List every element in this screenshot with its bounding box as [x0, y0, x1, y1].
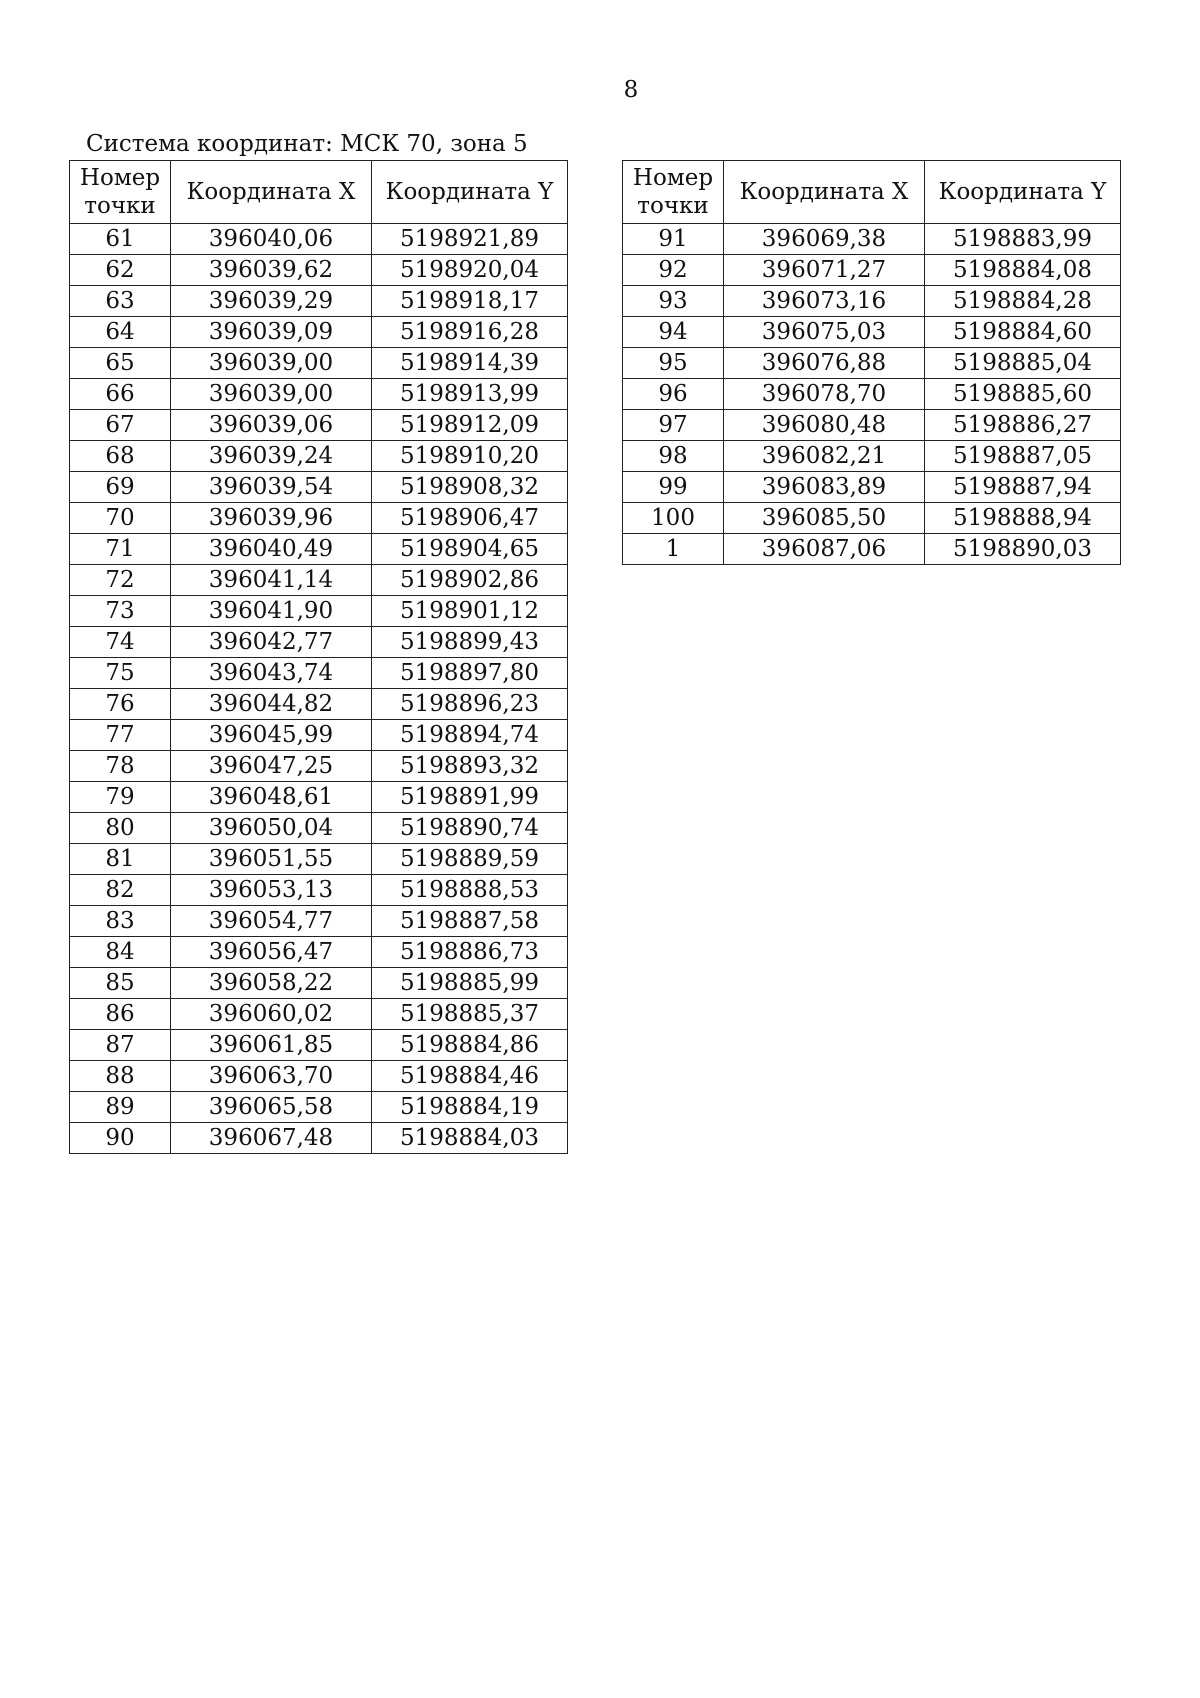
header-point-number: Номер точки: [623, 161, 724, 224]
table-row: [70, 1061, 568, 1092]
header-point-number: Номер точки: [70, 161, 171, 224]
cell-coord-x: 396073,16: [724, 286, 925, 317]
cell-coord-x: 396039,00: [171, 348, 372, 379]
cell-coord-y: 5198894,74: [372, 720, 568, 751]
table-row: [70, 751, 568, 782]
cell-point-number: 85: [70, 968, 171, 999]
table-row: [70, 813, 568, 844]
table-row: [70, 658, 568, 689]
table-row: [623, 224, 1121, 255]
table-row: [70, 937, 568, 968]
header-row: [623, 161, 1121, 224]
table-row: [623, 286, 1121, 317]
cell-coord-x: 396054,77: [171, 906, 372, 937]
cell-point-number: 76: [70, 689, 171, 720]
cell-coord-y: 5198906,47: [372, 503, 568, 534]
table-row: [623, 472, 1121, 503]
cell-point-number: 82: [70, 875, 171, 906]
table-header: [623, 161, 1121, 224]
cell-coord-x: 396083,89: [724, 472, 925, 503]
cell-coord-x: 396056,47: [171, 937, 372, 968]
cell-point-number: 70: [70, 503, 171, 534]
cell-coord-y: 5198884,46: [372, 1061, 568, 1092]
table-row: [70, 782, 568, 813]
cell-coord-y: 5198890,03: [925, 534, 1121, 565]
table-row: [623, 503, 1121, 534]
cell-coord-y: 5198897,80: [372, 658, 568, 689]
cell-coord-x: 396065,58: [171, 1092, 372, 1123]
table-row: [70, 503, 568, 534]
table-row: [70, 689, 568, 720]
cell-point-number: 94: [623, 317, 724, 348]
cell-coord-x: 396041,90: [171, 596, 372, 627]
cell-point-number: 83: [70, 906, 171, 937]
cell-coord-x: 396044,82: [171, 689, 372, 720]
table-row: [70, 1123, 568, 1154]
cell-coord-x: 396039,54: [171, 472, 372, 503]
table-row: [70, 875, 568, 906]
table-row: [70, 224, 568, 255]
cell-point-number: 91: [623, 224, 724, 255]
cell-point-number: 84: [70, 937, 171, 968]
table-row: [70, 844, 568, 875]
cell-coord-y: 5198920,04: [372, 255, 568, 286]
cell-coord-y: 5198884,19: [372, 1092, 568, 1123]
table-row: [623, 348, 1121, 379]
coordinate-system-caption: Система координат: МСК 70, зона 5: [86, 131, 528, 157]
cell-point-number: 96: [623, 379, 724, 410]
cell-coord-y: 5198912,09: [372, 410, 568, 441]
cell-coord-x: 396045,99: [171, 720, 372, 751]
cell-coord-x: 396069,38: [724, 224, 925, 255]
cell-point-number: 74: [70, 627, 171, 658]
table-row: [70, 441, 568, 472]
cell-point-number: 64: [70, 317, 171, 348]
table-row: [70, 286, 568, 317]
cell-point-number: 80: [70, 813, 171, 844]
cell-coord-x: 396042,77: [171, 627, 372, 658]
cell-coord-y: 5198886,73: [372, 937, 568, 968]
coordinates-table-right: [622, 160, 1121, 565]
cell-point-number: 61: [70, 224, 171, 255]
cell-coord-y: 5198887,94: [925, 472, 1121, 503]
table-row: [623, 534, 1121, 565]
cell-coord-x: 396063,70: [171, 1061, 372, 1092]
cell-point-number: 88: [70, 1061, 171, 1092]
table-row: [70, 348, 568, 379]
cell-point-number: 99: [623, 472, 724, 503]
cell-coord-y: 5198884,08: [925, 255, 1121, 286]
table-row: [70, 627, 568, 658]
cell-point-number: 92: [623, 255, 724, 286]
cell-coord-x: 396080,48: [724, 410, 925, 441]
cell-coord-y: 5198916,28: [372, 317, 568, 348]
header-coord-y: Координата Y: [925, 161, 1121, 224]
cell-point-number: 100: [623, 503, 724, 534]
cell-coord-x: 396087,06: [724, 534, 925, 565]
cell-coord-y: 5198902,86: [372, 565, 568, 596]
cell-coord-x: 396051,55: [171, 844, 372, 875]
cell-point-number: 65: [70, 348, 171, 379]
cell-coord-x: 396061,85: [171, 1030, 372, 1061]
cell-coord-y: 5198885,04: [925, 348, 1121, 379]
cell-point-number: 63: [70, 286, 171, 317]
table-body: [623, 224, 1121, 565]
cell-coord-y: 5198883,99: [925, 224, 1121, 255]
cell-coord-x: 396039,24: [171, 441, 372, 472]
table-row: [70, 410, 568, 441]
cell-coord-x: 396053,13: [171, 875, 372, 906]
table-row: [70, 906, 568, 937]
table-row: [70, 1030, 568, 1061]
table-row: [623, 255, 1121, 286]
cell-point-number: 98: [623, 441, 724, 472]
cell-coord-y: 5198921,89: [372, 224, 568, 255]
cell-coord-y: 5198884,28: [925, 286, 1121, 317]
cell-coord-x: 396039,06: [171, 410, 372, 441]
cell-coord-y: 5198885,99: [372, 968, 568, 999]
cell-coord-y: 5198887,05: [925, 441, 1121, 472]
cell-point-number: 68: [70, 441, 171, 472]
header-coord-y: Координата Y: [372, 161, 568, 224]
cell-point-number: 86: [70, 999, 171, 1030]
cell-point-number: 72: [70, 565, 171, 596]
cell-coord-y: 5198908,32: [372, 472, 568, 503]
cell-coord-y: 5198888,94: [925, 503, 1121, 534]
table-row: [70, 720, 568, 751]
cell-point-number: 78: [70, 751, 171, 782]
cell-point-number: 79: [70, 782, 171, 813]
cell-coord-y: 5198899,43: [372, 627, 568, 658]
table-row: [70, 317, 568, 348]
cell-point-number: 93: [623, 286, 724, 317]
cell-point-number: 89: [70, 1092, 171, 1123]
cell-coord-y: 5198887,58: [372, 906, 568, 937]
cell-coord-x: 396076,88: [724, 348, 925, 379]
cell-coord-x: 396039,29: [171, 286, 372, 317]
cell-coord-x: 396085,50: [724, 503, 925, 534]
table-row: [70, 596, 568, 627]
table-row: [70, 565, 568, 596]
page-number: 8: [623, 77, 639, 103]
cell-point-number: 97: [623, 410, 724, 441]
cell-coord-y: 5198914,39: [372, 348, 568, 379]
cell-coord-x: 396067,48: [171, 1123, 372, 1154]
cell-point-number: 69: [70, 472, 171, 503]
cell-coord-y: 5198904,65: [372, 534, 568, 565]
table-row: [623, 410, 1121, 441]
header-row: [70, 161, 568, 224]
cell-coord-x: 396048,61: [171, 782, 372, 813]
cell-coord-y: 5198913,99: [372, 379, 568, 410]
table-row: [70, 379, 568, 410]
cell-coord-y: 5198884,86: [372, 1030, 568, 1061]
cell-coord-x: 396039,96: [171, 503, 372, 534]
cell-point-number: 77: [70, 720, 171, 751]
cell-coord-y: 5198885,60: [925, 379, 1121, 410]
cell-coord-y: 5198910,20: [372, 441, 568, 472]
cell-coord-x: 396039,62: [171, 255, 372, 286]
cell-coord-x: 396040,49: [171, 534, 372, 565]
cell-coord-y: 5198901,12: [372, 596, 568, 627]
table-row: [623, 441, 1121, 472]
cell-coord-x: 396039,09: [171, 317, 372, 348]
table-body: [70, 224, 568, 1154]
cell-point-number: 62: [70, 255, 171, 286]
cell-point-number: 75: [70, 658, 171, 689]
table-row: [70, 534, 568, 565]
table-row: [70, 255, 568, 286]
cell-coord-y: 5198889,59: [372, 844, 568, 875]
cell-coord-x: 396071,27: [724, 255, 925, 286]
table-row: [70, 472, 568, 503]
cell-coord-x: 396058,22: [171, 968, 372, 999]
cell-point-number: 67: [70, 410, 171, 441]
cell-coord-x: 396039,00: [171, 379, 372, 410]
table-row: [623, 379, 1121, 410]
cell-coord-x: 396078,70: [724, 379, 925, 410]
table-row: [70, 968, 568, 999]
table-row: [623, 317, 1121, 348]
cell-coord-x: 396050,04: [171, 813, 372, 844]
table-header: [70, 161, 568, 224]
cell-point-number: 71: [70, 534, 171, 565]
cell-point-number: 81: [70, 844, 171, 875]
cell-coord-y: 5198888,53: [372, 875, 568, 906]
cell-point-number: 87: [70, 1030, 171, 1061]
cell-coord-y: 5198918,17: [372, 286, 568, 317]
cell-point-number: 66: [70, 379, 171, 410]
cell-coord-x: 396082,21: [724, 441, 925, 472]
cell-point-number: 90: [70, 1123, 171, 1154]
cell-coord-x: 396075,03: [724, 317, 925, 348]
cell-coord-y: 5198891,99: [372, 782, 568, 813]
cell-coord-x: 396040,06: [171, 224, 372, 255]
cell-coord-x: 396043,74: [171, 658, 372, 689]
coordinates-table-left: [69, 160, 568, 1154]
table-row: [70, 999, 568, 1030]
cell-coord-y: 5198896,23: [372, 689, 568, 720]
cell-coord-y: 5198886,27: [925, 410, 1121, 441]
table-row: [70, 1092, 568, 1123]
header-coord-x: Координата X: [724, 161, 925, 224]
cell-point-number: 73: [70, 596, 171, 627]
cell-coord-x: 396047,25: [171, 751, 372, 782]
cell-coord-x: 396041,14: [171, 565, 372, 596]
header-coord-x: Координата X: [171, 161, 372, 224]
cell-point-number: 95: [623, 348, 724, 379]
cell-coord-y: 5198884,03: [372, 1123, 568, 1154]
cell-coord-y: 5198893,32: [372, 751, 568, 782]
cell-coord-y: 5198884,60: [925, 317, 1121, 348]
cell-point-number: 1: [623, 534, 724, 565]
cell-coord-x: 396060,02: [171, 999, 372, 1030]
cell-coord-y: 5198885,37: [372, 999, 568, 1030]
cell-coord-y: 5198890,74: [372, 813, 568, 844]
